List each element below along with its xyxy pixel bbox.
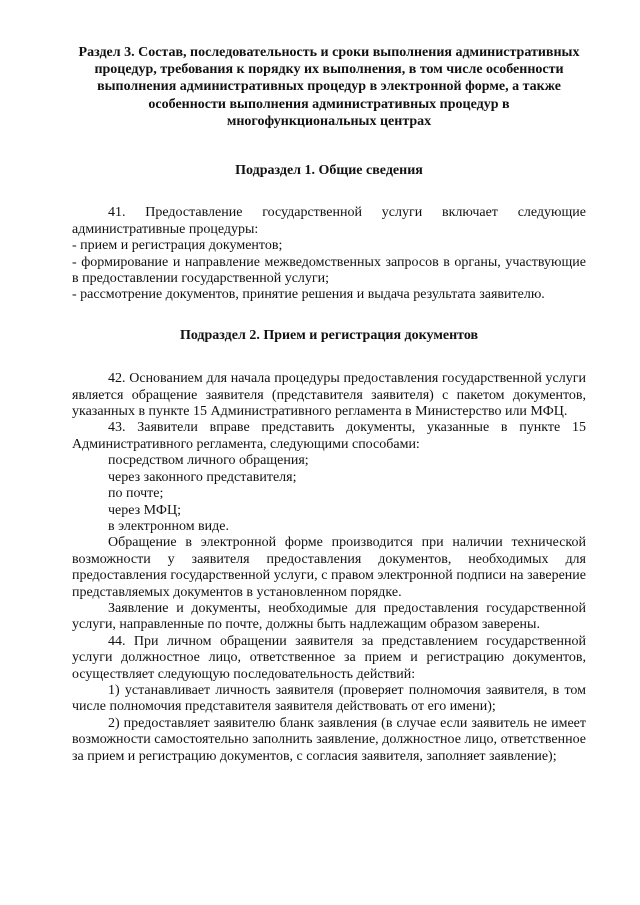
list-item-review-decision: - рассмотрение документов, принятие решения и выдача результата заявителю.	[72, 287, 545, 303]
list-item-interagency-requests: - формирование и направление межведомственных запросов в органы, участвующие в предоставлении государственной услуги;	[72, 254, 586, 287]
paragraph-post-documents: Заявление и документы, необходимые для предоставления государственной услуги, направленные по почте, должны быть надлежащим образом заверены.	[72, 600, 586, 633]
list-item-representative: через законного представителя;	[108, 469, 297, 485]
subsection-1-title: Подраздел 1. Общие сведения	[235, 163, 423, 179]
subsection-2-title: Подраздел 2. Прием и регистрация документов	[179, 327, 479, 343]
subsection-1-body	[72, 205, 586, 303]
subsection-2-body	[72, 371, 586, 765]
paragraph-44-item-1: 1) устанавливает личность заявителя (проверяет полномочия заявителя, в том числе полномочия представителя заявителя действовать от его имени);	[72, 682, 586, 715]
section-title: Раздел 3. Состав, последовательность и сроки выполнения административных процедур, требования к порядку их выполнения, в том числе особенности выполнения административных процедур в электронной форме, а также особенности выполнения административных процедур в многофункциональных центрах	[78, 45, 580, 129]
list-item-electronic: в электронном виде.	[108, 518, 229, 534]
paragraph-42: 42. Основанием для начала процедуры предоставления государственной услуги является обращение заявителя (представителя заявителя) с пакетом документов, указанных в пункте 15 Административного регламента в Министерство или МФЦ.	[72, 371, 586, 420]
list-item-mfc: через МФЦ;	[108, 502, 181, 518]
paragraph-44: 44. При личном обращении заявителя за представлением государственной услуги должностное лицо, ответственное за прием и регистрацию документов, осуществляет следующую последовательность действий:	[72, 633, 586, 682]
paragraph-44-item-2: 2) предоставляет заявителю бланк заявления (в случае если заявитель не имеет возможности самостоятельно заполнить заявление, должностное лицо, ответственное за прием и регистрацию документов, с согласия заявителя, заполняет заявление);	[72, 715, 586, 764]
list-item-reception: - прием и регистрация документов;	[72, 238, 283, 254]
paragraph-electronic-form: Обращение в электронной форме производится при наличии технической возможности у заявителя предоставления документов, необходимых для предоставления государственной услуги, с правом электронной подписи на заверение представляемых документов в установленном порядке.	[72, 535, 586, 600]
paragraph-43: 43. Заявители вправе представить документы, указанные в пункте 15 Административного регламента, следующими способами:	[72, 420, 586, 452]
document-page	[72, 44, 586, 765]
list-item-post: по почте;	[108, 486, 164, 502]
paragraph-41: 41. Предоставление государственной услуги включает следующие административные процедуры:	[72, 205, 586, 237]
list-item-personal: посредством личного обращения;	[108, 453, 309, 469]
